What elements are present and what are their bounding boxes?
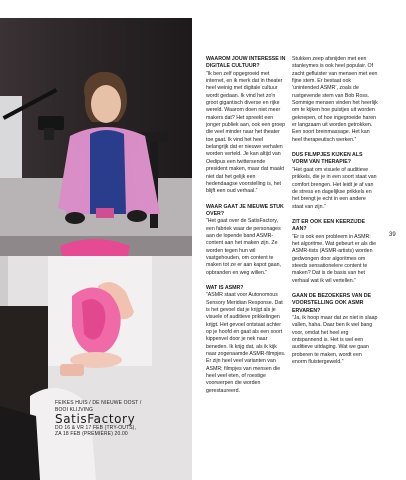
question-heading: WAT IS ASMR? <box>206 284 244 291</box>
page-number: 39 <box>389 232 396 238</box>
question-heading: GAAN DE BEZOEKERS VAN DE VOORSTELLING OOK ASMR ERVAREN? <box>292 292 372 314</box>
photo-caption <box>55 400 190 438</box>
answer-paragraph: “Het gaat om visuele of auditieve prikkels, die je in een soort staat van comfort brengen. Het leidt je af van de stress en dagelijkse prikkels en het brengt je echt in een andere staat van zijn.” <box>292 166 377 210</box>
venue-line: FEIKES HUIS / DE NIEUWE OOST / <box>55 400 142 406</box>
performer-photo-top <box>0 18 192 256</box>
show-title: SatisFactory <box>55 412 136 426</box>
question-heading: DUS FILMPJES KIJKEN ALS VORM VAN THERAPIE? <box>292 152 363 166</box>
question-heading: WAAROM JOUW INTERESSE IN DIGITALE CULTUUR? <box>206 56 286 70</box>
answer-paragraph: Stukken zeep afsnijden met een stanleymes is ook heel populair. Of zacht gefluister van mensen met een fijne stem. Er bestaat ook ‘unintended ASMR’, zoals de rustgevende stem van Bob Ross. Sommige mensen vinden het heerlijk om te kijken hoe puistjes uit worden geknepen, of hoe ingegroeide haren er langzaam uit worden getrokken. Een soort breinmassage. Het kan heel therapeutisch werken.” <box>292 56 378 143</box>
answer-paragraph: “Er is ook een probleem in ASMR: het algoritme. Wat gebeurt er als die ASMR-tists (ASMR-artists) worden gedwongen door algoritmes om steeds sensationelere content te maken? Dat is de basis van het verhaal wat ik wil vertellen.” <box>292 233 377 284</box>
article-column-1 <box>206 56 286 395</box>
answer-paragraph: “Ik ben zelf opgegroeid met internet, en ik merk dat in theater heel weinig met digitale cultuur wordt gedaan. Ik vind het zo'n groot gigantisch diverse en rijke wereld. Waarom doen niet meer makers dat? Het spreekt een jonger publiek aan, ook een groep die veel minder naar het theater toe gaat. Ik vind het heel belangrijk dat er nieuwe verhalen worden verteld. Je kan altijd van Oedipus een twittersende president maken, maar dat maakt niet dat het gelijk een hedendaagse voorstelling is, het blijft een oud verhaal.” <box>206 70 286 195</box>
show-dates-premiere: ZA 18 FEB (PREMIÈRE) 20.00 <box>55 431 128 437</box>
credit-line: BOOI KLIJVING <box>55 406 94 413</box>
question-heading: ZIT ER OOK EEN KEERZIJDE AAN? <box>292 218 365 233</box>
answer-paragraph: “ASMR staat voor Autonomous Sensory Meridian Response. Dat is het gevoel dat je krijgt als je visuele of auditieve prikkelingen krijgt. Het gevoel ontstaat achter op je hoofd en gaat als een soort kippenvel door je nek naar beneden. Ik krijg dat, als ik kijk naar zogenaamde ASMR-filmpjes. Er zijn heel veel varianten van ASMR; filmpjes van mensen die heel veel eten, of roestige voorwerpen die worden gerestaureerd. <box>206 292 286 394</box>
answer-paragraph: “Ja, ik hoop maar dat ze niet in slaap vallen, haha. Daar ben ik wel bang voor, omdat het heel erg ontspannend is. Het is wel een auditieve uitdaging. Wat we gaan proberen te maken, wordt een enorm fluistergeweld.” <box>292 315 378 366</box>
sand-photo-bottom <box>0 256 192 480</box>
answer-paragraph: “Het gaat over de SatisFactory, een fabriek waar de personages aan de lopende band ASMR-content aan het maken zijn. Ze worden tegen hun wil vastgehouden, om content te maken tot ze er aan kapot gaan, opbranden en weg willen.” <box>206 218 281 276</box>
article-column-2 <box>292 56 378 366</box>
show-dates: DO 16 & VR 17 FEB (TRY-OUTS), <box>55 424 137 431</box>
question-heading: WAAR GAAT JE NIEUWE STUK OVER? <box>206 203 284 217</box>
